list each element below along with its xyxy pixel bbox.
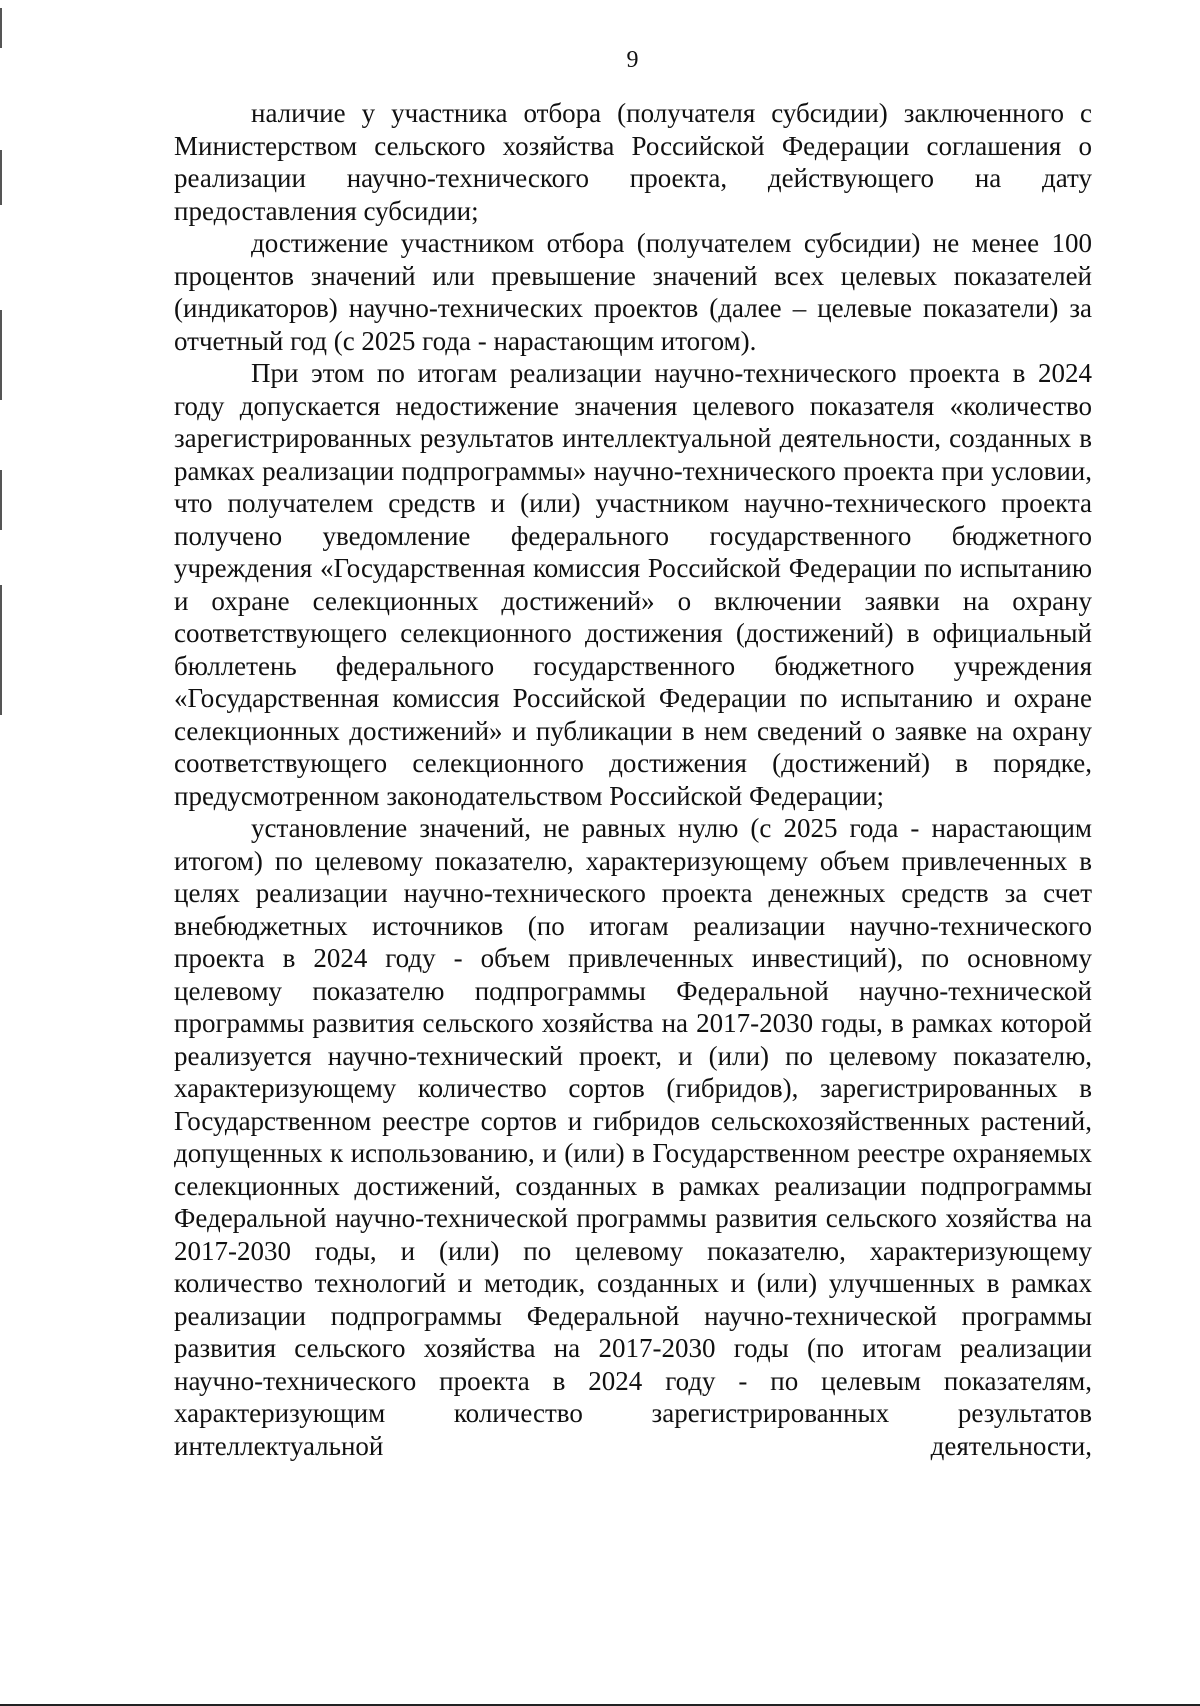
- scan-edge-mark: [0, 470, 2, 530]
- scan-edge-mark: [0, 585, 2, 715]
- scan-edge-mark: [0, 310, 2, 400]
- document-body: [174, 97, 1092, 1462]
- paragraph: установление значений, не равных нулю (с 2025 года - нарастающим итогом) по целевому показателю, характеризующему объем привлеченных в целях реализации научно-технического проекта денежных средств за счет внебюджетных источников (по итогам реализации научно-технического проекта в 2024 году - объем привлеченных инвестиций), по основному целевому показателю подпрограммы Федеральной научно-технической программы развития сельского хозяйства на 2017-2030 годы, в рамках которой реализуется научно-технический проект, и (или) по целевому показателю, характеризующему количество сортов (гибридов), зарегистрированных в Государственном реестре сортов и гибридов сельскохозяйственных растений, допущенных к использованию, и (или) в Государственном реестре охраняемых селекционных достижений, созданных в рамках реализации подпрограммы Федеральной научно-технической программы развития сельского хозяйства на 2017-2030 годы, и (или) по целевому показателю, характеризующему количество технологий и методик, созданных и (или) улучшенных в рамках реализации подпрограммы Федеральной научно-технической программы развития сельского хозяйства на 2017-2030 годы (по итогам реализации научно-технического проекта в 2024 году - по целевым показателям, характеризующим количество зарегистрированных результатов интеллектуальной деятельности,: [174, 813, 1092, 1461]
- paragraph: При этом по итогам реализации научно-технического проекта в 2024 году допускается недостижение значения целевого показателя «количество зарегистрированных результатов интеллектуальной деятельности, созданных в рамках реализации подпрограммы» научно-технического проекта при условии, что получателем средств и (или) участником научно-технического проекта получено уведомление федерального государственного бюджетного учреждения «Государственная комиссия Российской Федерации по испытанию и охране селекционных достижений» о включении заявки на охрану соответствующего селекционного достижения (достижений) в официальный бюллетень федерального государственного бюджетного учреждения «Государственная комиссия Российской Федерации по испытанию и охране селекционных достижений» и публикации в нем сведений о заявке на охрану соответствующего селекционного достижения (достижений) в порядке, предусмотренном законодательством Российской Федерации;: [174, 358, 1092, 811]
- paragraph: наличие у участника отбора (получателя субсидии) заключенного с Министерством сельского хозяйства Российской Федерации соглашения о реализации научно-технического проекта, действующего на дату предоставления субсидии;: [174, 98, 1092, 226]
- scan-edge-mark: [0, 8, 2, 48]
- page-number: 9: [626, 47, 639, 73]
- paragraph: достижение участником отбора (получателем субсидии) не менее 100 процентов значений или превышение значений всех целевых показателей (индикаторов) научно-технических проектов (далее – целевые показатели) за отчетный год (с 2025 года - нарастающим итогом).: [174, 228, 1092, 356]
- scan-edge-mark: [0, 150, 2, 205]
